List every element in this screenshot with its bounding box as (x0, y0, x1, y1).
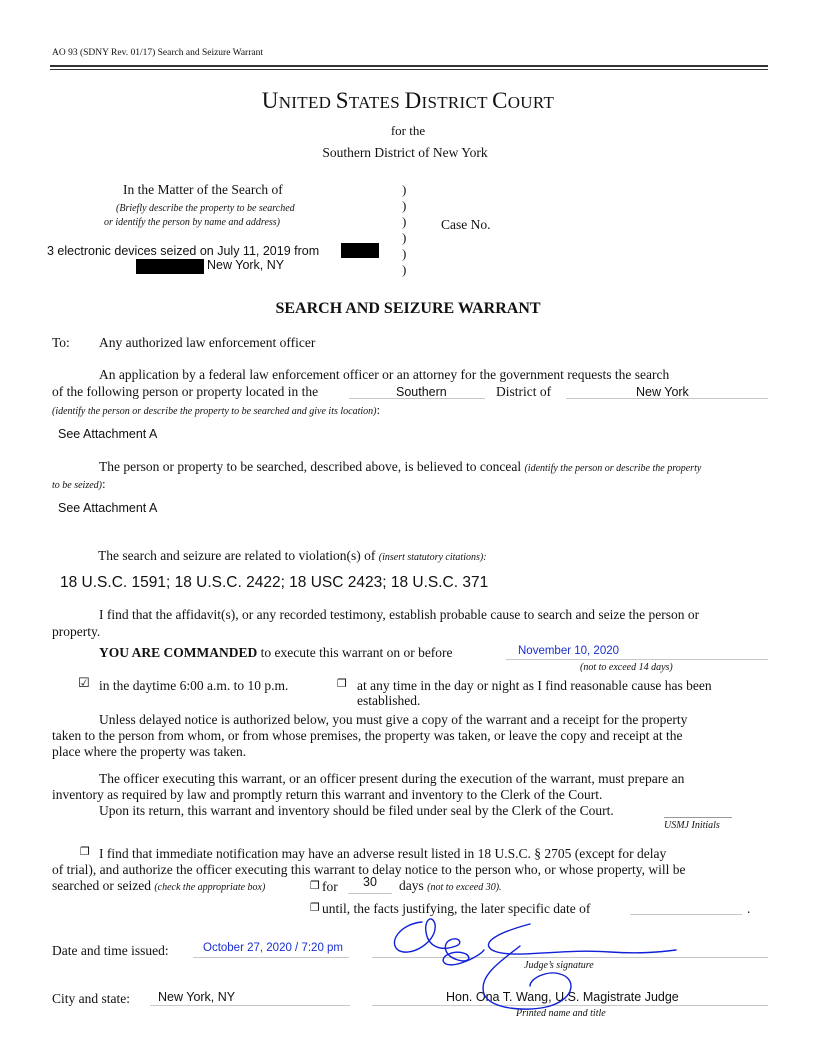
see-attachment-a-2: See Attachment A (58, 501, 158, 515)
conceal-colon: : (102, 476, 106, 491)
court-district: Southern District of New York (322, 145, 488, 160)
conceal-line-1 (99, 459, 701, 475)
notice-line-2: taken to the person from whom, or from whose premises, the property was taken, or leave the copy and receipt at the (52, 728, 683, 743)
inventory-line-1: The officer executing this warrant, or an officer present during the execution of the warrant, must prepare an (99, 771, 685, 786)
violation-hint: (insert statutory citations): (378, 552, 487, 563)
court-title-small: OURT (507, 93, 555, 112)
caption-paren: ) (402, 198, 407, 213)
court-title-cap: C (492, 88, 508, 113)
form-id: AO 93 (SDNY Rev. 01/17) Search and Seizure Warrant (52, 48, 263, 58)
see-attachment-a-1: See Attachment A (58, 427, 158, 441)
daytime-label: in the daytime 6:00 a.m. to 10 p.m. (99, 678, 289, 693)
delay-line-3 (52, 878, 265, 894)
state-fill: New York (636, 385, 689, 399)
notice-line-3: place where the property was taken. (52, 744, 247, 759)
commanded-line (99, 645, 453, 661)
judge-signature (380, 912, 700, 1022)
application-hint-colon: : (376, 402, 381, 417)
signature-stroke (394, 919, 484, 965)
redaction-block (136, 259, 204, 274)
days-hint: (not to exceed 30). (427, 882, 502, 893)
printed-name-label: Printed name and title (516, 1008, 606, 1019)
caption-paren: ) (402, 246, 407, 261)
application-line-1: An application by a federal law enforcement officer or an attorney for the government requests the search (99, 367, 670, 382)
court-title-cap: S (335, 88, 349, 113)
case-no-label: Case No. (441, 217, 491, 232)
to-value: Any authorized law enforcement officer (99, 335, 316, 350)
matter-heading: In the Matter of the Search of (123, 182, 283, 197)
for-the: for the (390, 123, 426, 138)
deadline-date: November 10, 2020 (518, 645, 620, 657)
header-rule-thick (50, 65, 768, 67)
deadline-hint: (not to exceed 14 days) (580, 662, 673, 673)
caption-paren: ) (402, 230, 407, 245)
until-period: . (747, 901, 751, 916)
delay-for-label: for (322, 879, 338, 894)
to-label: To: (52, 335, 70, 350)
delay-until-label: until, the facts justifying, the later specific date of (322, 901, 591, 916)
application-line-2: of the following person or property located in the (52, 384, 319, 399)
anytime-label-1: at any time in the day or night as I find reasonable cause has been (357, 678, 712, 693)
initials-line (664, 817, 732, 818)
commanded-rest: to execute this warrant on or before (260, 645, 453, 660)
district-fill: Southern (396, 385, 447, 399)
header-rule-thin (50, 69, 768, 70)
judge-name: Hon. Ona T. Wang, U.S. Magistrate Judge (446, 990, 679, 1004)
city-value: New York, NY (158, 990, 236, 1004)
delay-until-checkbox[interactable]: ❐ (310, 901, 320, 914)
issued-line (193, 957, 349, 958)
delay-hint: (check the appropriate box) (154, 882, 266, 893)
deadline-fill-line (506, 659, 768, 660)
conceal-hint-2: to be seized) (52, 480, 102, 491)
matter-hint-1: (Briefly describe the property to be searched (116, 203, 295, 214)
delay-checkbox[interactable]: ❐ (80, 845, 90, 858)
conceal-text: The person or property to be searched, described above, is believed to conceal (99, 459, 522, 474)
affidavit-line-2: property. (52, 624, 101, 639)
commanded-bold: YOU ARE COMMANDED (99, 645, 258, 660)
signature-stroke (483, 946, 571, 1009)
anytime-label-2: established. (357, 693, 421, 708)
days-value: 30 (363, 875, 377, 889)
violation-text: The search and seizure are related to violation(s) of (98, 548, 376, 563)
delay-line-2: of trial), and authorize the officer executing this warrant to delay notice to the person who, or whose property, will be (52, 862, 686, 877)
days-label: days (399, 878, 424, 893)
caption-paren: ) (402, 214, 407, 229)
statutory-citations: 18 U.S.C. 1591; 18 U.S.C. 2422; 18 USC 2423; 18 U.S.C. 371 (60, 574, 489, 591)
delay-text: searched or seized (52, 878, 151, 893)
issued-label: Date and time issued: (52, 943, 169, 958)
court-title-cap: D (404, 88, 422, 113)
inventory-line-2: inventory as required by law and promptly return this warrant and inventory to the Clerk of the Court. (52, 787, 603, 802)
court-title-small: NITED (278, 93, 336, 112)
application-hint-text: (identify the person or describe the property to be searched and give its location) (52, 406, 377, 417)
days-line (399, 878, 502, 894)
days-fill-line (348, 893, 392, 894)
subject-line-1: 3 electronic devices seized on July 11, 2019 from (47, 244, 320, 258)
notice-line-1: Unless delayed notice is authorized below, you must give a copy of the warrant and a receipt for the property (99, 712, 688, 727)
matter-hint-2: or identify the person by name and address) (104, 217, 280, 228)
delay-line-1: I find that immediate notification may have an adverse result listed in 18 U.S.C. § 2705 (except for delay (99, 846, 667, 861)
daytime-checkbox[interactable]: ☑ (78, 676, 90, 691)
subject-line-2: New York, NY (207, 258, 285, 272)
signature-label: Judge’s signature (524, 960, 594, 971)
affidavit-line-1: I find that the affidavit(s), or any recorded testimony, establish probable cause to search and seize the person or (99, 607, 700, 622)
city-line (150, 1005, 350, 1006)
conceal-line-2 (52, 476, 106, 492)
issued-value: October 27, 2020 / 7:20 pm (203, 942, 344, 954)
court-title (0, 88, 816, 114)
district-of-label: District of (496, 384, 552, 399)
court-title-small: TATES (348, 93, 405, 112)
delay-for-checkbox[interactable]: ❐ (310, 879, 320, 892)
anytime-checkbox[interactable]: ❐ (337, 677, 347, 690)
inventory-line-3: Upon its return, this warrant and inventory should be filed under seal by the Clerk of the Court. (99, 803, 614, 818)
conceal-hint-1: (identify the person or describe the property (524, 463, 702, 474)
initials-label: USMJ Initials (664, 820, 720, 831)
city-label: City and state: (52, 991, 130, 1006)
caption-paren: ) (402, 262, 407, 277)
warrant-title: SEARCH AND SEIZURE WARRANT (275, 300, 541, 317)
violation-line (98, 548, 487, 564)
application-hint (52, 402, 380, 418)
caption-paren: ) (402, 182, 407, 197)
court-title-cap: U (261, 88, 279, 113)
redaction-block (341, 243, 379, 258)
court-title-small: ISTRICT (421, 93, 493, 112)
